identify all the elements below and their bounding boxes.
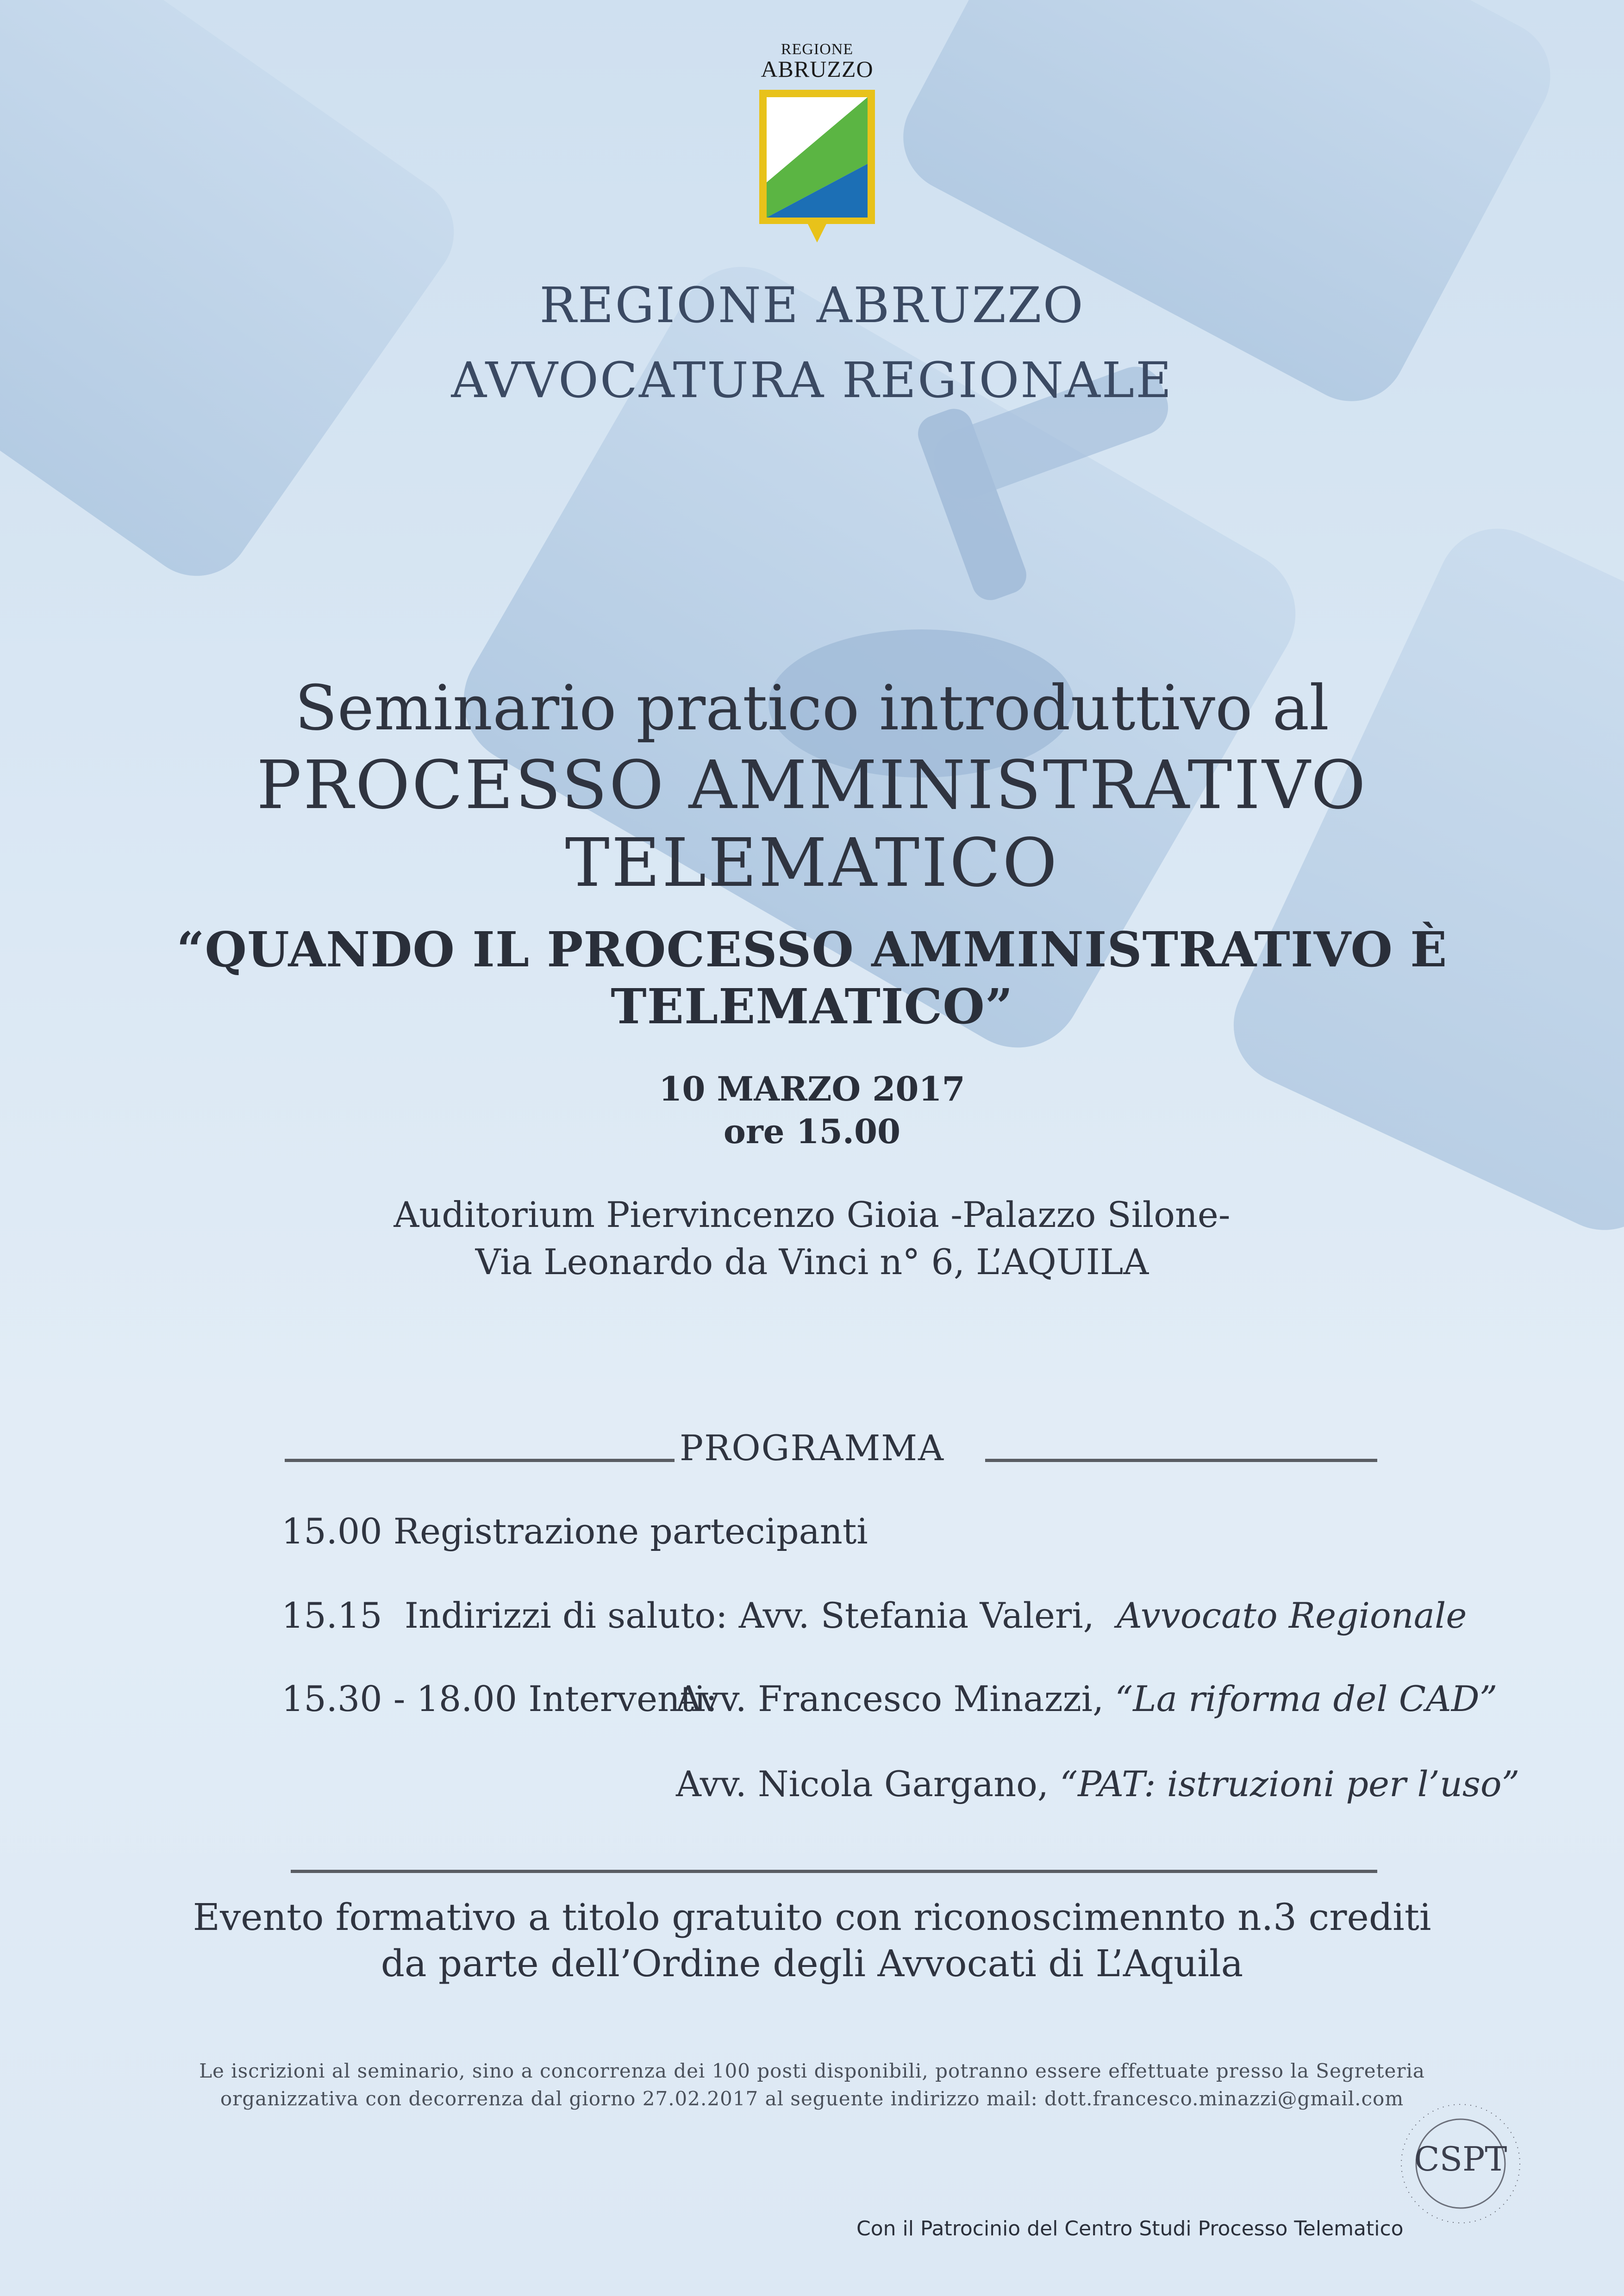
divider-bottom: [291, 1870, 1377, 1873]
program-text: Registrazione partecipanti: [393, 1511, 868, 1552]
program-talk: “PAT: istruzioni per l’uso”: [1060, 1763, 1520, 1804]
program-label: Indirizzi di saluto:: [404, 1595, 728, 1636]
program-speaker: Avv. Nicola Gargano,: [676, 1763, 1049, 1804]
program-role: Avvocato Regionale: [1117, 1595, 1467, 1636]
event-time: ore 15.00: [723, 1112, 901, 1151]
program-item-speaker: [676, 1763, 1520, 1804]
org-name: REGIONE ABRUZZO: [539, 277, 1085, 334]
program-item: [281, 1678, 717, 1719]
program-label: Interventi:: [528, 1678, 718, 1719]
program-item-speaker: [676, 1678, 1498, 1719]
program-time: 15.00: [281, 1511, 382, 1552]
program-talk: “La riforma del CAD”: [1115, 1678, 1498, 1719]
registration-note-line2: organizzativa con decorrenza dal giorno 27.02.2017 al seguente indirizzo mail: dott.francesco.minazzi@gmail.com: [220, 2087, 1404, 2110]
registration-note-line1: Le iscrizioni al seminario, sino a concorrenza dei 100 posti disponibili, potranno essere effettuate presso la Segreteria: [199, 2060, 1425, 2082]
coat-of-arms-icon: [755, 85, 880, 252]
program-time: 15.15: [281, 1595, 382, 1636]
credits-line1: Evento formativo a titolo gratuito con riconoscimennto n.3 crediti: [193, 1896, 1431, 1939]
patronage-note: Con il Patrocinio del Centro Studi Processo Telematico: [856, 2217, 1404, 2240]
seminar-subtitle-quote: “QUANDO IL PROCESSO AMMINISTRATIVO È TELEMATICO”: [176, 921, 1448, 1035]
program-item: [281, 1511, 868, 1552]
logo-text-regione: REGIONE: [781, 41, 854, 58]
seminar-title-line2: PROCESSO AMMINISTRATIVO TELEMATICO: [256, 746, 1368, 902]
event-date: 10 MARZO 2017: [659, 1069, 965, 1108]
program-speaker: Avv. Francesco Minazzi,: [676, 1678, 1104, 1719]
program-item: [281, 1595, 1467, 1636]
venue-address: Via Leonardo da Vinci n° 6, L’AQUILA: [475, 1241, 1149, 1282]
cspt-seal-icon: [1398, 2101, 1523, 2226]
regione-abruzzo-logo: [750, 41, 884, 252]
seminar-title-line1: Seminario pratico introduttivo al: [294, 672, 1330, 744]
program-speaker: Avv. Stefania Valeri,: [738, 1595, 1094, 1636]
logo-text-abruzzo: ABRUZZO: [761, 56, 874, 82]
program-title: PROGRAMMA: [679, 1427, 944, 1468]
divider-right: [985, 1459, 1377, 1462]
venue-name: Auditorium Piervincenzo Gioia -Palazzo Silone-: [394, 1194, 1230, 1235]
seal-monogram: CSPT: [1414, 2140, 1507, 2178]
credits-line2: da parte dell’Ordine degli Avvocati di L’Aquila: [381, 1942, 1243, 1985]
program-time: 15.30 - 18.00: [281, 1678, 518, 1719]
org-department: AVVOCATURA REGIONALE: [451, 352, 1173, 409]
